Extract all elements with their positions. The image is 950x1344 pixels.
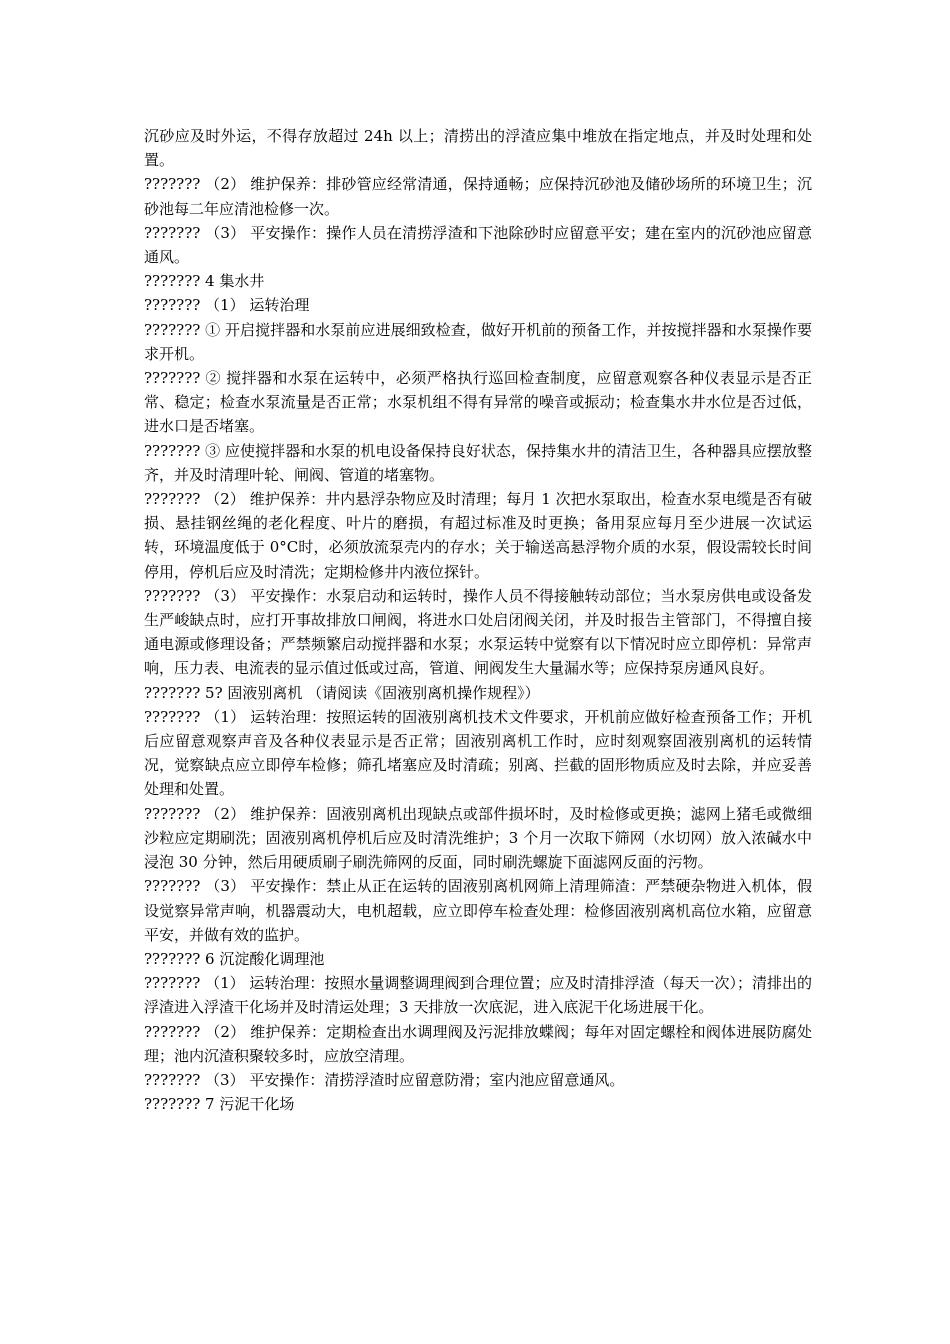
paragraph-grit-maintenance: ??????? （2） 维护保养：排砂管应经常清通，保持通畅；应保持沉砂池及储砂场所的环境卫生；沉砂池每二年应清池检修一次。 <box>144 175 812 218</box>
paragraph-pump-condition: ??????? ③ 应使搅拌器和水泵的机电设备保持良好状态，保持集水井的清洁卫生，各种器具应摆放整齐，并及时清理叶轮、闸阀、管道的堵塞物。 <box>144 441 812 484</box>
paragraph-tank-safety: ??????? （3） 平安操作：清捞浮渣时应留意防滑；室内池应留意通风。 <box>144 1070 625 1089</box>
paragraph-separator-maintenance: ??????? （2） 维护保养：固液别离机出现缺点或部件损坏时，及时检修或更换；滤网上猪毛或微细沙粒应定期刷洗；固液别离机停机后应及时清洗维护；3 个月一次取下筛网（水切网）放入浓碱水中浸泡 30 分钟，然后用硬质刷子刷洗筛网的反面，同时刷洗螺旋下面滤网反面的污物。 <box>144 804 812 872</box>
heading-sedimentation-tank: ??????? 6 沉淀酸化调理池 <box>144 949 325 968</box>
heading-separator: ??????? 5? 固液别离机 （请阅读《固液别离机操作规程》） <box>144 683 540 702</box>
heading-sludge-drying-bed: ??????? 7 污泥干化场 <box>144 1095 295 1114</box>
paragraph-grit-safety: ??????? （3） 平安操作：操作人员在清捞浮渣和下池除砂时应留意平安；建在室内的沉砂池应留意通风。 <box>144 223 812 267</box>
paragraph-well-safety: ??????? （3） 平安操作：水泵启动和运转时，操作人员不得接触转动部位；当水泵房供电或设备发生严峻缺点时，应打开事故排放口闸阀，将进水口处启闭阀关闭，并及时报告主管部门，不得擅自接通电源或修理设备；严禁频繁启动搅拌器和水泵；水泵运转中觉察有以下情况时应立即停机：异常声响，压力表、电流表的显示值过低或过高，管道、闸阀发生大量漏水等；应保持泵房通风良好。 <box>144 586 812 678</box>
subheading-operation-management: ??????? （1） 运转治理 <box>144 296 310 315</box>
heading-collection-well: ??????? 4 集水井 <box>144 272 265 291</box>
paragraph-separator-operation: ??????? （1） 运转治理：按照运转的固液别离机技术文件要求，开机前应做好检查预备工作；开机后应留意观察声音及各种仪表显示是否正常；固液别离机工作时，应时刻观察固液别离机的运转情况，觉察缺点应立即停车检修；筛孔堵塞应及时清疏；别离、拦截的固形物质应及时去除，并应妥善处理和处置。 <box>144 707 812 799</box>
paragraph-tank-maintenance: ??????? （2） 维护保养：定期检查出水调理阀及污泥排放蝶阀；每年对固定螺栓和阀体进展防腐处理；池内沉渣积聚较多时，应放空清理。 <box>144 1022 812 1065</box>
paragraph-pump-inspection: ??????? ② 搅拌器和水泵在运转中，必须严格执行巡回检查制度，应留意观察各种仪表显示是否正常、稳定；检查水泵流量是否正常；水泵机组不得有异常的噪音或振动；检查集水井水位是否过低，进水口是否堵塞。 <box>144 369 812 436</box>
paragraph-well-maintenance: ??????? （2） 维护保养：井内悬浮杂物应及时清理；每月 1 次把水泵取出，检查水泵电缆是否有破损、悬挂钢丝绳的老化程度、叶片的磨损，有超过标准及时更换；备用泵应每月至少进展一次试运转，环境温度低于 0°C时，必须放流泵壳内的存水；关于输送高悬浮物介质的水泵，假设需较长时间停用，停机后应及时清洗；定期检修井内液位探针。 <box>144 490 812 581</box>
paragraph-separator-safety: ??????? （3） 平安操作：禁止从正在运转的固液别离机网筛上清理筛渣：严禁硬杂物进入机体，假设觉察异常声响，机器震动大，电机超载，应立即停车检查处理：检修固液别离机高位水箱，应留意平安，并做有效的监护。 <box>144 877 812 944</box>
document-body <box>144 124 812 1116</box>
paragraph-tank-operation: ??????? （1） 运转治理：按照水量调整调理阀到合理位置；应及时清排浮渣（每天一次）；清排出的浮渣进入浮渣干化场并及时清运处理；3 天排放一次底泥，进入底泥干化场进展干化。 <box>144 974 812 1017</box>
paragraph-pump-startup: ??????? ① 开启搅拌器和水泵前应进展细致检查，做好开机前的预备工作，并按搅拌器和水泵操作要求开机。 <box>144 320 812 363</box>
paragraph-sand-disposal: 沉砂应及时外运，不得存放超过 24h 以上；清捞出的浮渣应集中堆放在指定地点，并及时处理和处置。 <box>144 127 812 170</box>
